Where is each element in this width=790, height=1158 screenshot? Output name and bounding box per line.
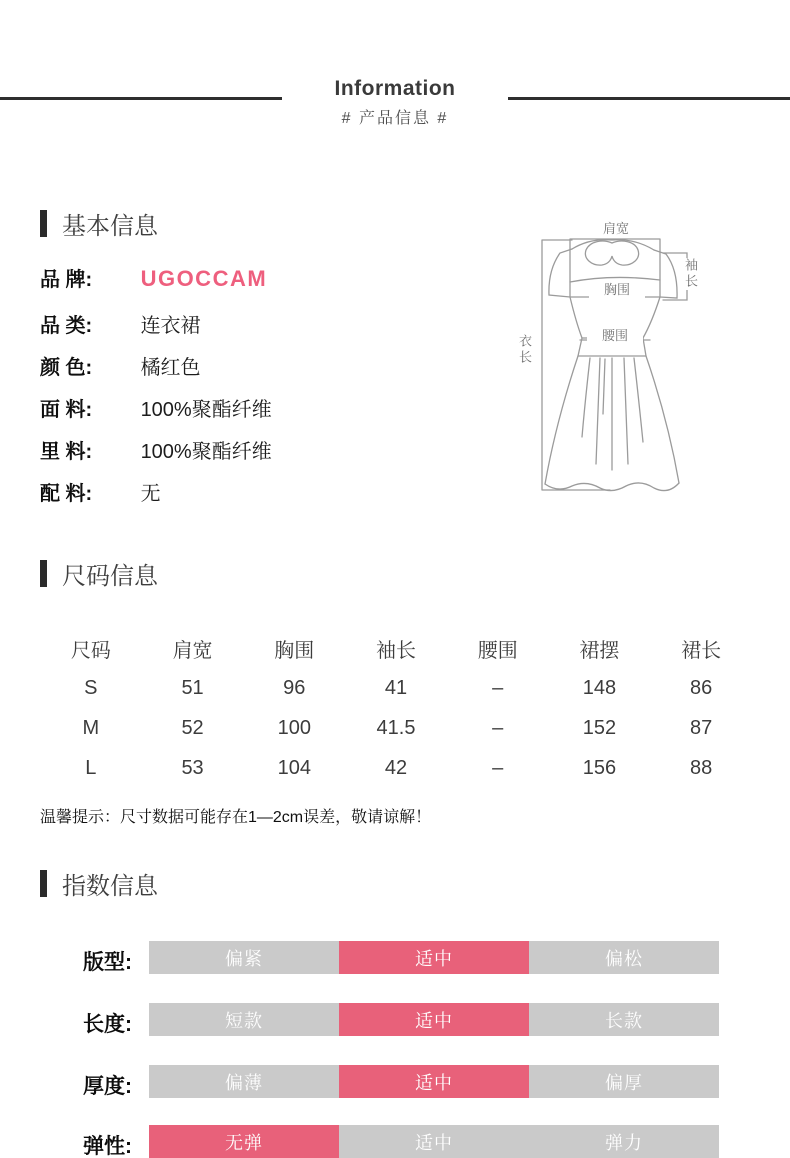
section-title: 尺码信息 bbox=[62, 563, 158, 590]
size-cell: 148 bbox=[582, 676, 617, 699]
info-label: 品 类: bbox=[40, 315, 93, 337]
index-label-fit: 版型: bbox=[83, 951, 132, 974]
size-table-header: 胸围 bbox=[274, 639, 315, 662]
info-value: 100%聚酯纤维 bbox=[140, 399, 272, 421]
index-option: 偏薄 bbox=[149, 1065, 339, 1098]
size-cell: 152 bbox=[582, 716, 617, 739]
info-label: 颜 色: bbox=[40, 357, 93, 379]
size-cell: 100 bbox=[277, 716, 311, 739]
section-basic-info bbox=[40, 206, 158, 241]
size-table-header: 腰围 bbox=[477, 639, 518, 662]
index-option: 长款 bbox=[529, 1003, 719, 1036]
diagram-label-shoulder: 肩宽 bbox=[602, 221, 629, 236]
size-table-header: 裙长 bbox=[681, 639, 722, 662]
info-label: 配 料: bbox=[40, 483, 93, 505]
dress-line-drawing bbox=[500, 212, 780, 497]
diagram-label-bust: 胸围 bbox=[589, 283, 645, 298]
index-label-thickness: 厚度: bbox=[83, 1075, 132, 1098]
index-option-selected: 适中 bbox=[339, 941, 529, 974]
size-cell: 52 bbox=[181, 716, 204, 739]
page-title: Information bbox=[334, 77, 456, 100]
index-option: 偏紧 bbox=[149, 941, 339, 974]
section-title: 基本信息 bbox=[62, 213, 158, 240]
info-row-fabric bbox=[40, 393, 272, 422]
diagram-label-sleeve: 袖长 bbox=[680, 258, 699, 290]
size-note: 温馨提示：尺寸数据可能存在1—2cm误差，敬请谅解！ bbox=[40, 809, 432, 826]
size-table-header: 袖长 bbox=[375, 639, 416, 662]
index-option: 偏松 bbox=[529, 941, 719, 974]
size-cell: – bbox=[492, 756, 504, 779]
diagram-label-length: 衣长 bbox=[516, 334, 532, 366]
index-option: 弹力 bbox=[529, 1125, 719, 1158]
size-cell: 41.5 bbox=[376, 716, 416, 739]
index-option-selected: 适中 bbox=[339, 1003, 529, 1036]
size-cell: 87 bbox=[690, 716, 713, 739]
index-bar-length bbox=[149, 1003, 719, 1036]
info-value: 无 bbox=[140, 483, 161, 505]
size-table-header: 尺码 bbox=[70, 639, 111, 662]
index-option: 偏厚 bbox=[529, 1065, 719, 1098]
section-title: 指数信息 bbox=[62, 873, 158, 900]
brand-logo: UGOCCAM bbox=[140, 266, 268, 291]
section-marker bbox=[40, 210, 47, 237]
size-cell: L bbox=[85, 756, 97, 779]
index-option: 适中 bbox=[339, 1125, 529, 1158]
index-label-elasticity: 弹性: bbox=[83, 1135, 132, 1158]
diagram-label-waist: 腰围 bbox=[587, 329, 643, 344]
section-size-info bbox=[40, 556, 158, 591]
info-row-accessories bbox=[40, 477, 161, 506]
size-cell: 88 bbox=[690, 756, 713, 779]
section-marker bbox=[40, 870, 47, 897]
index-option: 短款 bbox=[149, 1003, 339, 1036]
section-index-info bbox=[40, 866, 158, 901]
info-label: 面 料: bbox=[40, 399, 93, 421]
info-row-category bbox=[40, 309, 201, 338]
size-cell: 96 bbox=[283, 676, 306, 699]
section-marker bbox=[40, 560, 47, 587]
size-cell: M bbox=[82, 716, 100, 739]
info-row-lining bbox=[40, 435, 272, 464]
size-cell: – bbox=[492, 716, 504, 739]
info-value: 橘红色 bbox=[140, 357, 201, 379]
size-cell: 42 bbox=[384, 756, 408, 779]
size-cell: 51 bbox=[181, 676, 204, 699]
size-cell: 41 bbox=[384, 676, 408, 699]
index-bar-fit bbox=[149, 941, 719, 974]
info-row-brand bbox=[40, 263, 267, 292]
size-table bbox=[40, 628, 752, 788]
size-cell: 156 bbox=[582, 756, 617, 779]
info-value: 100%聚酯纤维 bbox=[140, 441, 272, 463]
info-label: 里 料: bbox=[40, 441, 93, 463]
info-row-color bbox=[40, 351, 201, 380]
info-label: 品 牌: bbox=[40, 269, 93, 291]
info-value: 连衣裙 bbox=[140, 315, 201, 337]
size-cell: 53 bbox=[181, 756, 204, 779]
index-label-length: 长度: bbox=[83, 1013, 132, 1036]
size-cell: 86 bbox=[690, 676, 713, 699]
page-subtitle: # 产品信息 # bbox=[341, 110, 449, 127]
index-option-selected: 适中 bbox=[339, 1065, 529, 1098]
index-bar-thickness bbox=[149, 1065, 719, 1098]
index-option-selected: 无弹 bbox=[149, 1125, 339, 1158]
size-cell: 104 bbox=[277, 756, 311, 779]
size-table-header: 裙摆 bbox=[579, 639, 620, 662]
dress-measurement-diagram bbox=[500, 212, 780, 497]
size-cell: S bbox=[84, 676, 98, 699]
index-bar-elasticity bbox=[149, 1125, 719, 1158]
size-table-header: 肩宽 bbox=[172, 639, 213, 662]
size-cell: – bbox=[492, 676, 504, 699]
